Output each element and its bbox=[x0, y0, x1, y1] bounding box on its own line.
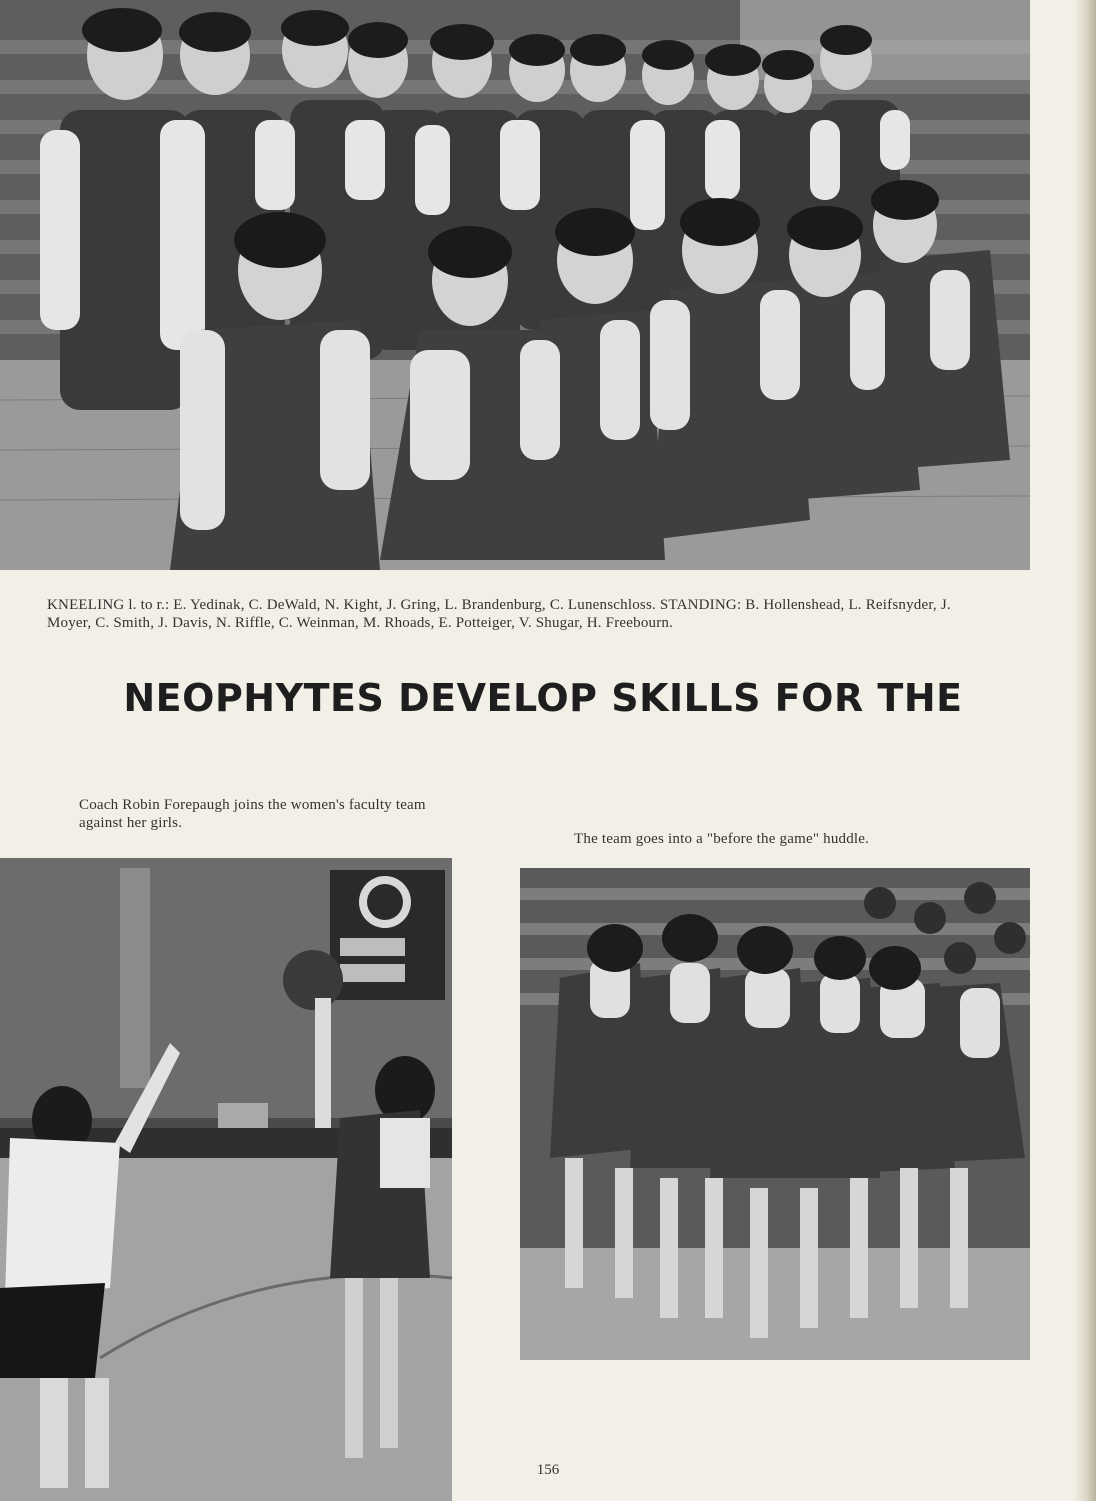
team-photo-caption: KNEELING l. to r.: E. Yedinak, C. DeWald, N. Kight, J. Gring, L. Brandenburg, C. Lunenschloss. STANDING: B. Hollenshead, L. Reifsnyder, J. Moyer, C. Smith, J. Davis, N. Riffle, C. Weinman, M. Rhoads, E. Potteiger, V. Shugar, H. Freebourn. bbox=[47, 597, 951, 631]
page-headline: NEOPHYTES DEVELOP SKILLS FOR THE bbox=[123, 676, 963, 720]
coach-shooting-photo bbox=[0, 858, 452, 1501]
team-huddle-photo bbox=[520, 868, 1030, 1360]
page-edge-shadow bbox=[1074, 0, 1096, 1501]
team-group-photo bbox=[0, 0, 1030, 570]
page-number: 156 bbox=[536, 1462, 560, 1478]
shot-photo-caption: Coach Robin Forepaugh joins the women's faculty team against her girls. bbox=[79, 797, 426, 831]
huddle-photo-caption: The team goes into a "before the game" huddle. bbox=[574, 831, 870, 847]
